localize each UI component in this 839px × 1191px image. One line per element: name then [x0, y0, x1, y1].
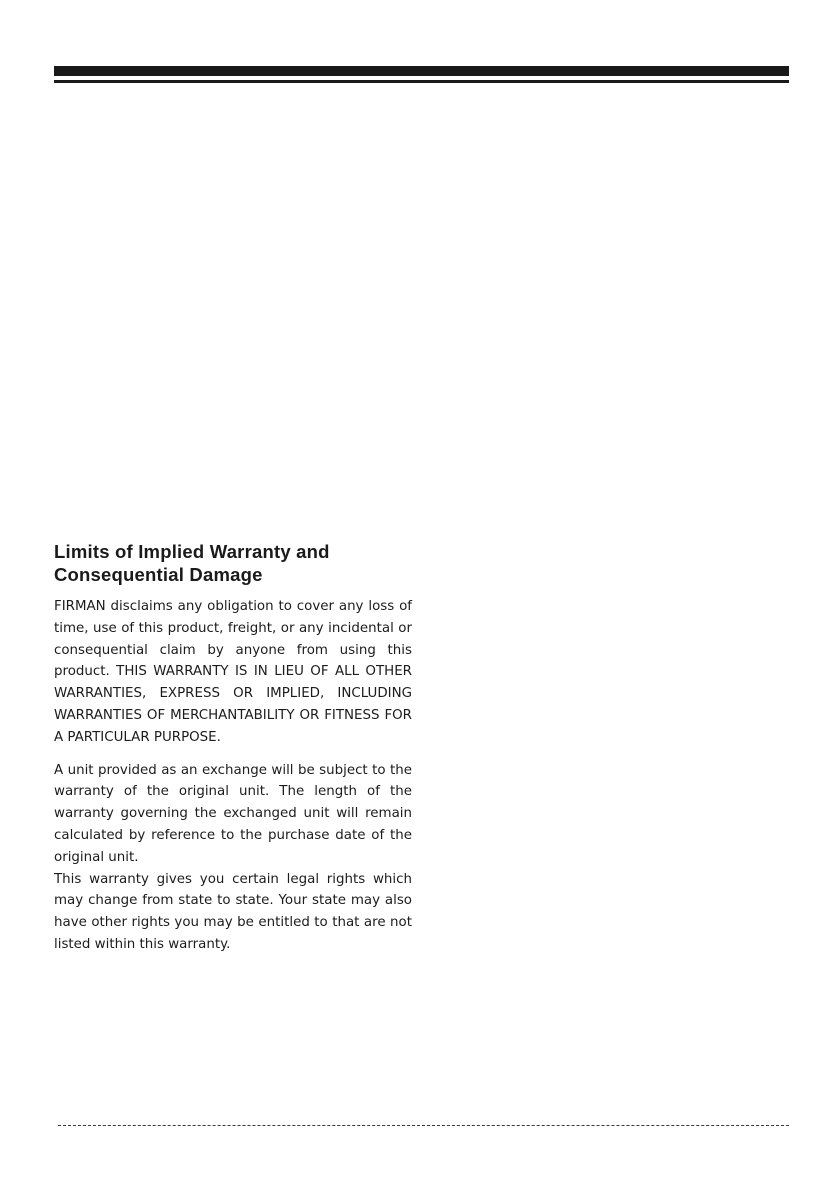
section-heading-line-1: Limits of Implied Warranty and	[54, 541, 330, 562]
section-heading-line-2: Consequential Damage	[54, 564, 263, 585]
legal-rights-paragraph: This warranty gives you certain legal rights which may change from state to state. Your state may also have other rights you may be entitled to that are not listed within this warranty.	[54, 871, 412, 952]
header-rule-thick	[54, 66, 789, 76]
disclaimer-paragraph: FIRMAN disclaims any obligation to cover any loss of time, use of this product, freight, or any incidental or consequential claim by anyone from using this product. THIS WARRANTY IS IN LIEU OF ALL OTHER WARRANTIES, EXPRESS OR IMPLIED, INCLUDING WARRANTIES OF MERCHANTABILITY OR FITNESS FOR A PARTICULAR PURPOSE.	[54, 599, 412, 745]
implied-warranty-section	[54, 540, 412, 956]
section-heading	[54, 540, 412, 586]
header-rule-thin	[54, 80, 789, 83]
footer-dashed-rule	[58, 1125, 789, 1126]
exchange-unit-paragraph: A unit provided as an exchange will be subject to the warranty of the original unit. The length of the warranty governing the exchanged unit will remain calculated by reference to the purchase date of the original unit.	[54, 762, 412, 865]
